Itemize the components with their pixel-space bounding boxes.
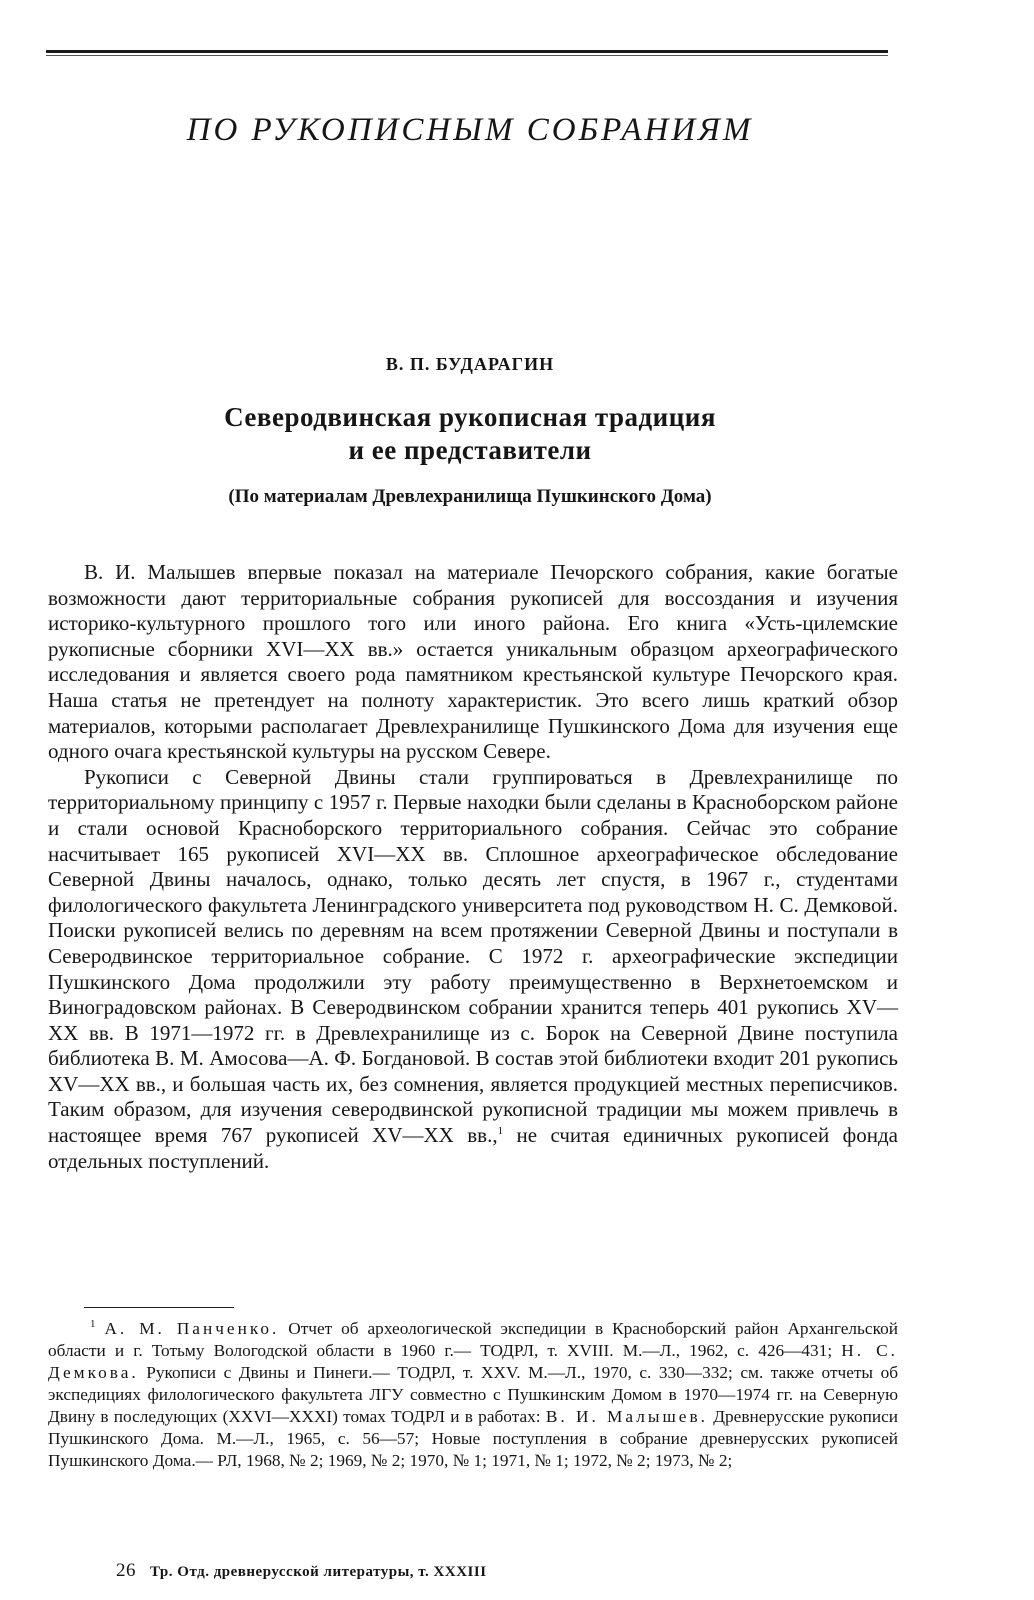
article-title-line1: Северодвинская рукописная традиция bbox=[224, 402, 716, 432]
top-rule bbox=[46, 50, 888, 53]
footnote-reference[interactable]: 1 bbox=[497, 1125, 504, 1138]
footnote-author-1: А. М. Панченко. bbox=[104, 1319, 280, 1338]
page-number: 26 bbox=[116, 1560, 136, 1581]
footnote-text-3: Древнерусские рукописи Пушкинского Дома. М.—Л., 1965, с. 56—57; Новые поступления в собрание древнерусских рукописей Пушкинского Дома.— РЛ, 1968, № 2; 1969, № 2; 1970, № 1; 1971, № 1; 1972, № 2; 1973, № 2; bbox=[48, 1407, 899, 1470]
paragraph-2-text: Рукописи с Северной Двины стали группироваться в Древлехранилище по территориальному принципу с 1957 г. Первые находки были сделаны в Красноборском районе и стали основой Красноборского территориального собрания. Сейчас это собрание насчитывает 165 рукописей XVI—XX вв. Сплошное археографическое обследование Северной Двины началось, однако, только десять лет спустя, в 1967 г., студентами филологического факультета Ленинградского университета под руководством Н. С. Демковой. Поиски рукописей велись по деревням на всем протяжении Северной Двины и поступали в Северодвинское территориальное собрание. С 1972 г. археографические экспедиции Пушкинского Дома продолжили эту работу преимущественно в Верхнетоемском и Виноградовском районах. В Северодвинском собрании хранится теперь 401 рукопись XV—XX вв. В 1971—1972 гг. в Древлехранилище из с. Борок на Северной Двине поступила библиотека В. М. Амосова—А. Ф. Богдановой. В состав этой библиотеки входит 201 рукопись XV—XX вв., и большая часть их, без сомнения, является продукцией местных переписчиков. Таким образом, для изучения северодвинской рукописной традиции мы можем привлечь в настоящее время 767 рукописей XV—XX вв., bbox=[48, 764, 898, 1148]
paragraph-2-end: не считая единичных рукописей фонда отдельных поступлений. bbox=[48, 1123, 898, 1173]
footnote-text-1: Отчет об археологической экспедиции в Красноборский район Архангельской области и г. Тотьму Вологодской области в 1960 г.— ТОДРЛ, т. XVIII. М.—Л., 1962, с. 426—431; bbox=[48, 1319, 899, 1360]
footnote-mark: 1 bbox=[90, 1318, 96, 1331]
footnote-author-2: Н. С. Демкова. bbox=[48, 1341, 899, 1382]
footnote-text-2: Рукописи с Двины и Пинеги.— ТОДРЛ, т. XXV. М.—Л., 1970, с. 330—332; см. также отчеты об экспедициях филологического факультета ЛГУ совместно с Пушкинским Домом в 1970—1974 гг. на Северную Двину в последующих (XXVI—XXXI) томах ТОДРЛ и в работах: bbox=[48, 1363, 898, 1426]
running-footer: Тр. Отд. древнерусской литературы, т. XXXIII bbox=[150, 1564, 487, 1580]
article-title-line2: и ее представители bbox=[348, 435, 592, 465]
section-title: ПО РУКОПИСНЫМ СОБРАНИЯМ bbox=[186, 112, 754, 148]
footnote-1 bbox=[48, 1318, 898, 1472]
paragraph-2 bbox=[48, 765, 898, 1175]
article-author: В. П. БУДАРАГИН bbox=[385, 354, 555, 374]
article-title bbox=[0, 401, 940, 467]
article-subtitle: (По материалам Древлехранилища Пушкинского Дома) bbox=[228, 486, 712, 507]
article-body bbox=[48, 560, 898, 1174]
footnote-author-3: В. И. Малышев. bbox=[545, 1407, 708, 1426]
footnote-rule bbox=[84, 1307, 234, 1308]
top-rule-thin bbox=[46, 55, 888, 56]
page-footer bbox=[116, 1560, 487, 1582]
paragraph-1: В. И. Малышев впервые показал на материале Печорского собрания, какие богатые возможности дают территориальные собрания рукописей для воссоздания и изучения историко-культурного прошлого того или иного района. Его книга «Усть-цилемские рукописные сборники XVI—XX вв.» остается уникальным образцом археографического исследования и является своего рода памятником крестьянской культуре Печорского края. Наша статья не претендует на полноту характеристик. Это всего лишь краткий обзор материалов, которыми располагает Древлехранилище Пушкинского Дома для изучения еще одного очага крестьянской культуры на русском Севере. bbox=[48, 560, 898, 764]
